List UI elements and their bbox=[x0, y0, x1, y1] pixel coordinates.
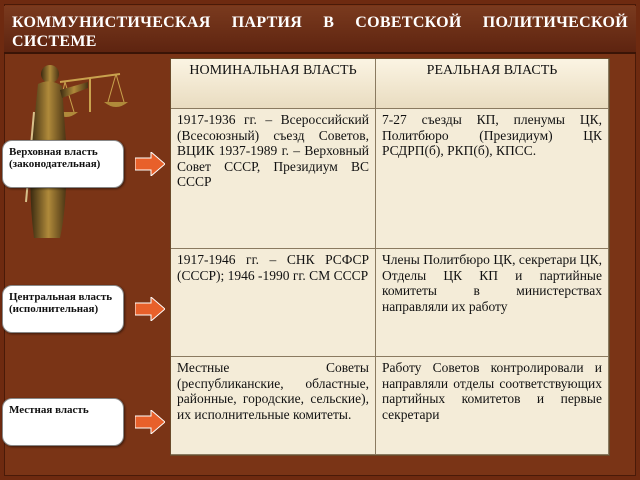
cell-nominal-local: Местные Советы (республиканские, областные, районные, городские, сельские), их исполнительные комитеты. bbox=[171, 357, 376, 455]
arrow-right-icon bbox=[135, 410, 165, 434]
label-central-power: Центральная власть (исполнительная) bbox=[2, 285, 124, 333]
label-local-power: Местная власть bbox=[2, 398, 124, 446]
arrow-right-icon bbox=[135, 297, 165, 321]
cell-real-supreme: 7-27 съезды КП, пленумы ЦК, Политбюро (Президиум) ЦК РСДРП(б), РКП(б), КПСС. bbox=[376, 109, 609, 249]
page-title: КОММУНИСТИЧЕСКАЯ ПАРТИЯ В СОВЕТСКОЙ ПОЛИТИЧЕСКОЙ СИСТЕМЕ bbox=[12, 14, 628, 50]
title-bar bbox=[4, 6, 636, 54]
cell-nominal-central: 1917-1946 гг. – СНК РСФСР (СССР); 1946 -1990 гг. СМ СССР bbox=[171, 249, 376, 357]
arrow-right-icon bbox=[135, 152, 165, 176]
power-table bbox=[170, 58, 610, 456]
cell-nominal-supreme: 1917-1936 гг. – Всероссийский (Всесоюзный) съезд Советов, ВЦИК 1937-1989 г. – Верховный Совет СССР, Президиум ВС СССР bbox=[171, 109, 376, 249]
cell-real-local: Работу Советов контролировали и направляли отделы соответствующих партийных комитетов и первые секретари bbox=[376, 357, 609, 455]
header-real-power: РЕАЛЬНАЯ ВЛАСТЬ bbox=[376, 59, 609, 109]
label-supreme-power: Верховная власть (законодательная) bbox=[2, 140, 124, 188]
cell-real-central: Члены Политбюро ЦК, секретари ЦК, Отделы ЦК КП и партийные комитеты в министерствах направляли их работу bbox=[376, 249, 609, 357]
header-nominal-power: НОМИНАЛЬНАЯ ВЛАСТЬ bbox=[171, 59, 376, 109]
